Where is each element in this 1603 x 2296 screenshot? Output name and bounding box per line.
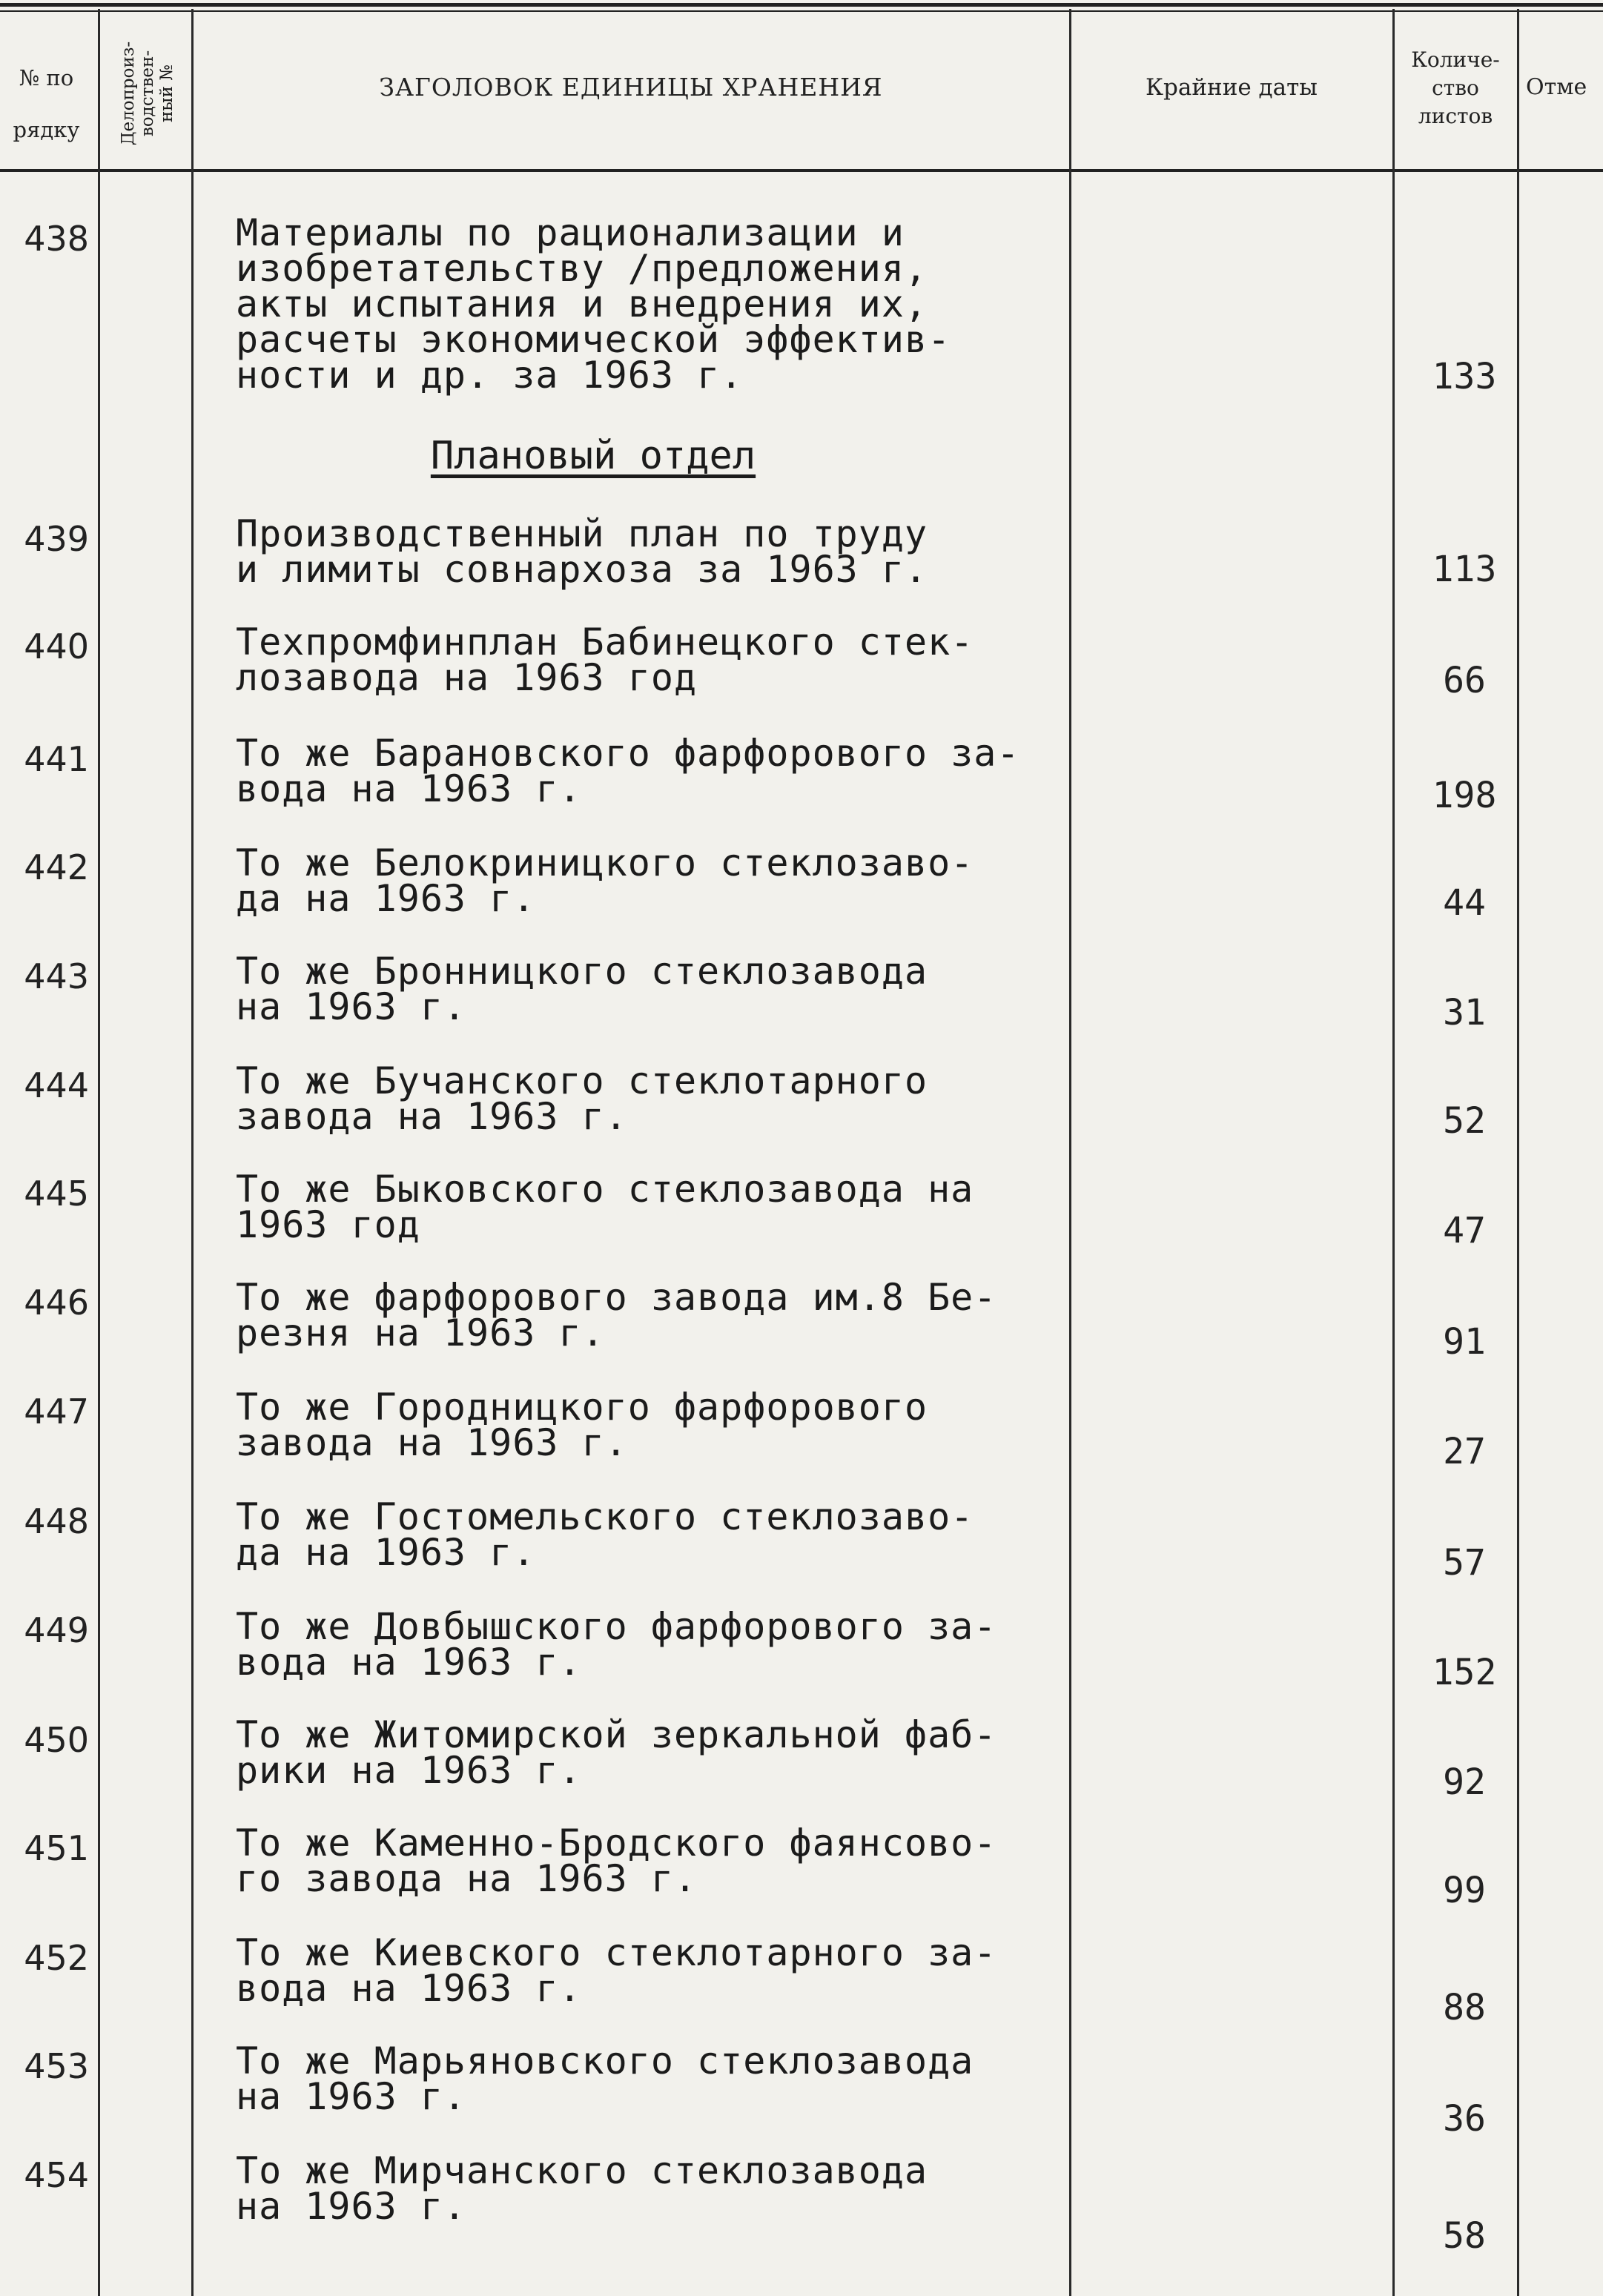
- header-col-no-line2: рядку: [13, 117, 80, 142]
- row-sheets: 113: [1432, 549, 1497, 590]
- row-sheets: 88: [1443, 1987, 1486, 2028]
- row-title: То же Каменно-Бродского фаянсово- го завода на 1963 г.: [236, 1822, 997, 1900]
- row-number: 448: [24, 1501, 89, 1541]
- row-title: То же Бучанского стеклотарного завода на 1963 г.: [236, 1059, 928, 1138]
- header-col-sheets-line3: листов: [1418, 104, 1493, 128]
- header-col-title: ЗАГОЛОВОК ЕДИНИЦЫ ХРАНЕНИЯ: [379, 73, 883, 102]
- row-title: То же Барановского фарфорового за- вода на 1963 г.: [236, 732, 1020, 810]
- row-number: 439: [24, 519, 89, 559]
- row-number: 440: [24, 626, 89, 666]
- col-divider-4: [1392, 9, 1395, 2296]
- row-title: То же Киевского стеклотарного за- вода на 1963 г.: [236, 1931, 997, 2010]
- row-number: 451: [24, 1828, 89, 1868]
- row-title: То же Городницкого фарфорового завода на 1963 г.: [236, 1386, 928, 1464]
- row-sheets: 92: [1443, 1761, 1486, 1803]
- header-col-notes: Отме: [1526, 74, 1587, 100]
- row-sheets: 58: [1443, 2215, 1486, 2257]
- row-number: 442: [24, 847, 89, 887]
- row-title: Материалы по рационализации и изобретательству /предложения, акты испытания и внедрения их, расчеты экономической эффектив- ности и др. за 1963 г.: [236, 211, 951, 397]
- header-col-no: [0, 52, 93, 156]
- row-title: То же Быковского стеклозавода на 1963 год: [236, 1168, 974, 1246]
- row-title: То же фарфорового завода им.8 Бе- резня на 1963 г.: [236, 1276, 997, 1354]
- header-bottom-rule: [0, 169, 1603, 172]
- header-col-office: [104, 13, 191, 173]
- col-divider-2: [191, 9, 194, 2296]
- row-sheets: 91: [1443, 1321, 1486, 1363]
- row-sheets: 99: [1443, 1870, 1486, 1911]
- row-number: 453: [24, 2046, 89, 2086]
- row-number: 449: [24, 1610, 89, 1650]
- row-title: То же Белокриницкого стеклозаво- да на 1963 г.: [236, 841, 974, 920]
- row-sheets: 133: [1432, 356, 1497, 397]
- row-number: 444: [24, 1065, 89, 1105]
- top-border: [0, 3, 1603, 7]
- header-col-sheets: [1395, 46, 1516, 130]
- row-title: То же Довбышского фарфорового за- вода на 1963 г.: [236, 1605, 997, 1684]
- section-heading: Плановый отдел: [430, 434, 756, 478]
- row-title: То же Бронницкого стеклозавода на 1963 г.: [236, 950, 928, 1028]
- col-divider-5: [1517, 9, 1519, 2296]
- row-number: 446: [24, 1283, 89, 1323]
- row-sheets: 31: [1443, 992, 1486, 1033]
- row-title: То же Мирчанского стеклозавода на 1963 г.: [236, 2149, 928, 2228]
- header-col-dates: Крайние даты: [1146, 74, 1318, 101]
- header-col-no-line1: № по: [19, 65, 74, 90]
- row-number: 438: [24, 219, 89, 259]
- header-col-sheets-line2: ство: [1432, 76, 1479, 100]
- row-number: 452: [24, 1938, 89, 1978]
- row-sheets: 52: [1443, 1100, 1486, 1142]
- row-title: То же Гостомельского стеклозаво- да на 1963 г.: [236, 1495, 974, 1574]
- row-number: 445: [24, 1174, 89, 1214]
- row-sheets: 57: [1443, 1542, 1486, 1584]
- row-sheets: 27: [1443, 1431, 1486, 1472]
- top-border-thin: [0, 10, 1603, 12]
- row-number: 454: [24, 2155, 89, 2195]
- row-sheets: 152: [1432, 1652, 1497, 1693]
- row-sheets: 66: [1443, 660, 1486, 701]
- row-number: 450: [24, 1720, 89, 1760]
- row-sheets: 36: [1443, 2098, 1486, 2140]
- row-title: Производственный план по труду и лимиты совнархоза за 1963 г.: [236, 512, 928, 591]
- row-sheets: 198: [1432, 775, 1497, 816]
- row-number: 447: [24, 1392, 89, 1432]
- row-title: То же Житомирской зеркальной фаб- рики на 1963 г.: [236, 1713, 997, 1792]
- row-number: 443: [24, 956, 89, 996]
- row-sheets: 44: [1443, 882, 1486, 924]
- col-divider-1: [98, 9, 100, 2296]
- header-col-sheets-line1: Количе-: [1411, 47, 1500, 72]
- header-col-office-text: Делопроиз- водствен- ный №: [119, 41, 176, 145]
- row-title: Техпромфинплан Бабинецкого стек- лозавода на 1963 год: [236, 621, 974, 699]
- row-number: 441: [24, 739, 89, 779]
- row-sheets: 47: [1443, 1210, 1486, 1251]
- row-title: То же Марьяновского стеклозавода на 1963 г.: [236, 2039, 974, 2118]
